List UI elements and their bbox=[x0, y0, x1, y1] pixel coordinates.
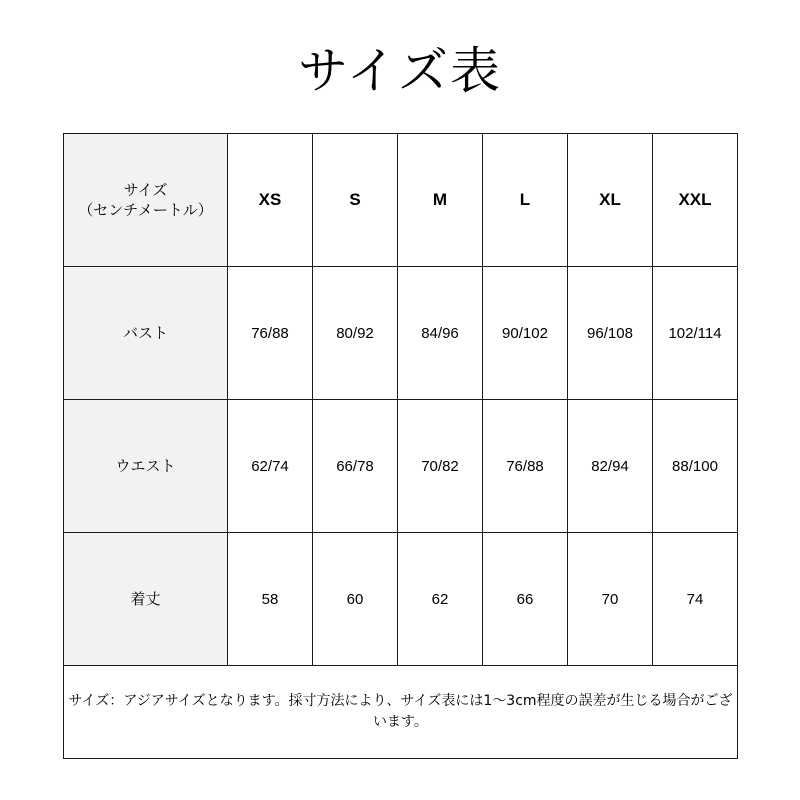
size-header-m: M bbox=[398, 134, 483, 267]
table-cell: 80/92 bbox=[313, 267, 398, 400]
table-cell: 88/100 bbox=[653, 400, 738, 533]
table-cell: 70 bbox=[568, 533, 653, 666]
size-header-xl: XL bbox=[568, 134, 653, 267]
table-row-bust bbox=[64, 267, 738, 400]
table-cell: 96/108 bbox=[568, 267, 653, 400]
table-cell: 62 bbox=[398, 533, 483, 666]
table-cell: 84/96 bbox=[398, 267, 483, 400]
row-label-bust: バスト bbox=[64, 267, 228, 400]
size-header-l: L bbox=[483, 134, 568, 267]
table-cell: 62/74 bbox=[228, 400, 313, 533]
table-cell: 76/88 bbox=[228, 267, 313, 400]
page-title: サイズ表 bbox=[298, 42, 502, 100]
table-cell: 82/94 bbox=[568, 400, 653, 533]
table-cell: 60 bbox=[313, 533, 398, 666]
table-cell: 76/88 bbox=[483, 400, 568, 533]
table-row-waist bbox=[64, 400, 738, 533]
size-header-xxl: XXL bbox=[653, 134, 738, 267]
table-cell: 66/78 bbox=[313, 400, 398, 533]
row-label-waist: ウエスト bbox=[64, 400, 228, 533]
header-label-cell bbox=[64, 134, 228, 267]
header-label-line1: サイズ bbox=[123, 181, 168, 199]
table-note-row bbox=[64, 666, 738, 759]
size-note: サイズ：アジアサイズとなります。採寸方法により、サイズ表には1～3cm程度の誤差が生じる場合がございます。 bbox=[64, 666, 738, 759]
table-cell: 102/114 bbox=[653, 267, 738, 400]
table-cell: 74 bbox=[653, 533, 738, 666]
table-row-length bbox=[64, 533, 738, 666]
size-header-s: S bbox=[313, 134, 398, 267]
row-label-length: 着丈 bbox=[64, 533, 228, 666]
table-cell: 70/82 bbox=[398, 400, 483, 533]
table-cell: 66 bbox=[483, 533, 568, 666]
size-header-xs: XS bbox=[228, 134, 313, 267]
table-cell: 58 bbox=[228, 533, 313, 666]
table-cell: 90/102 bbox=[483, 267, 568, 400]
table-header-row bbox=[64, 134, 738, 267]
header-label-line2: （センチメートル） bbox=[78, 201, 213, 219]
size-table bbox=[63, 133, 738, 759]
